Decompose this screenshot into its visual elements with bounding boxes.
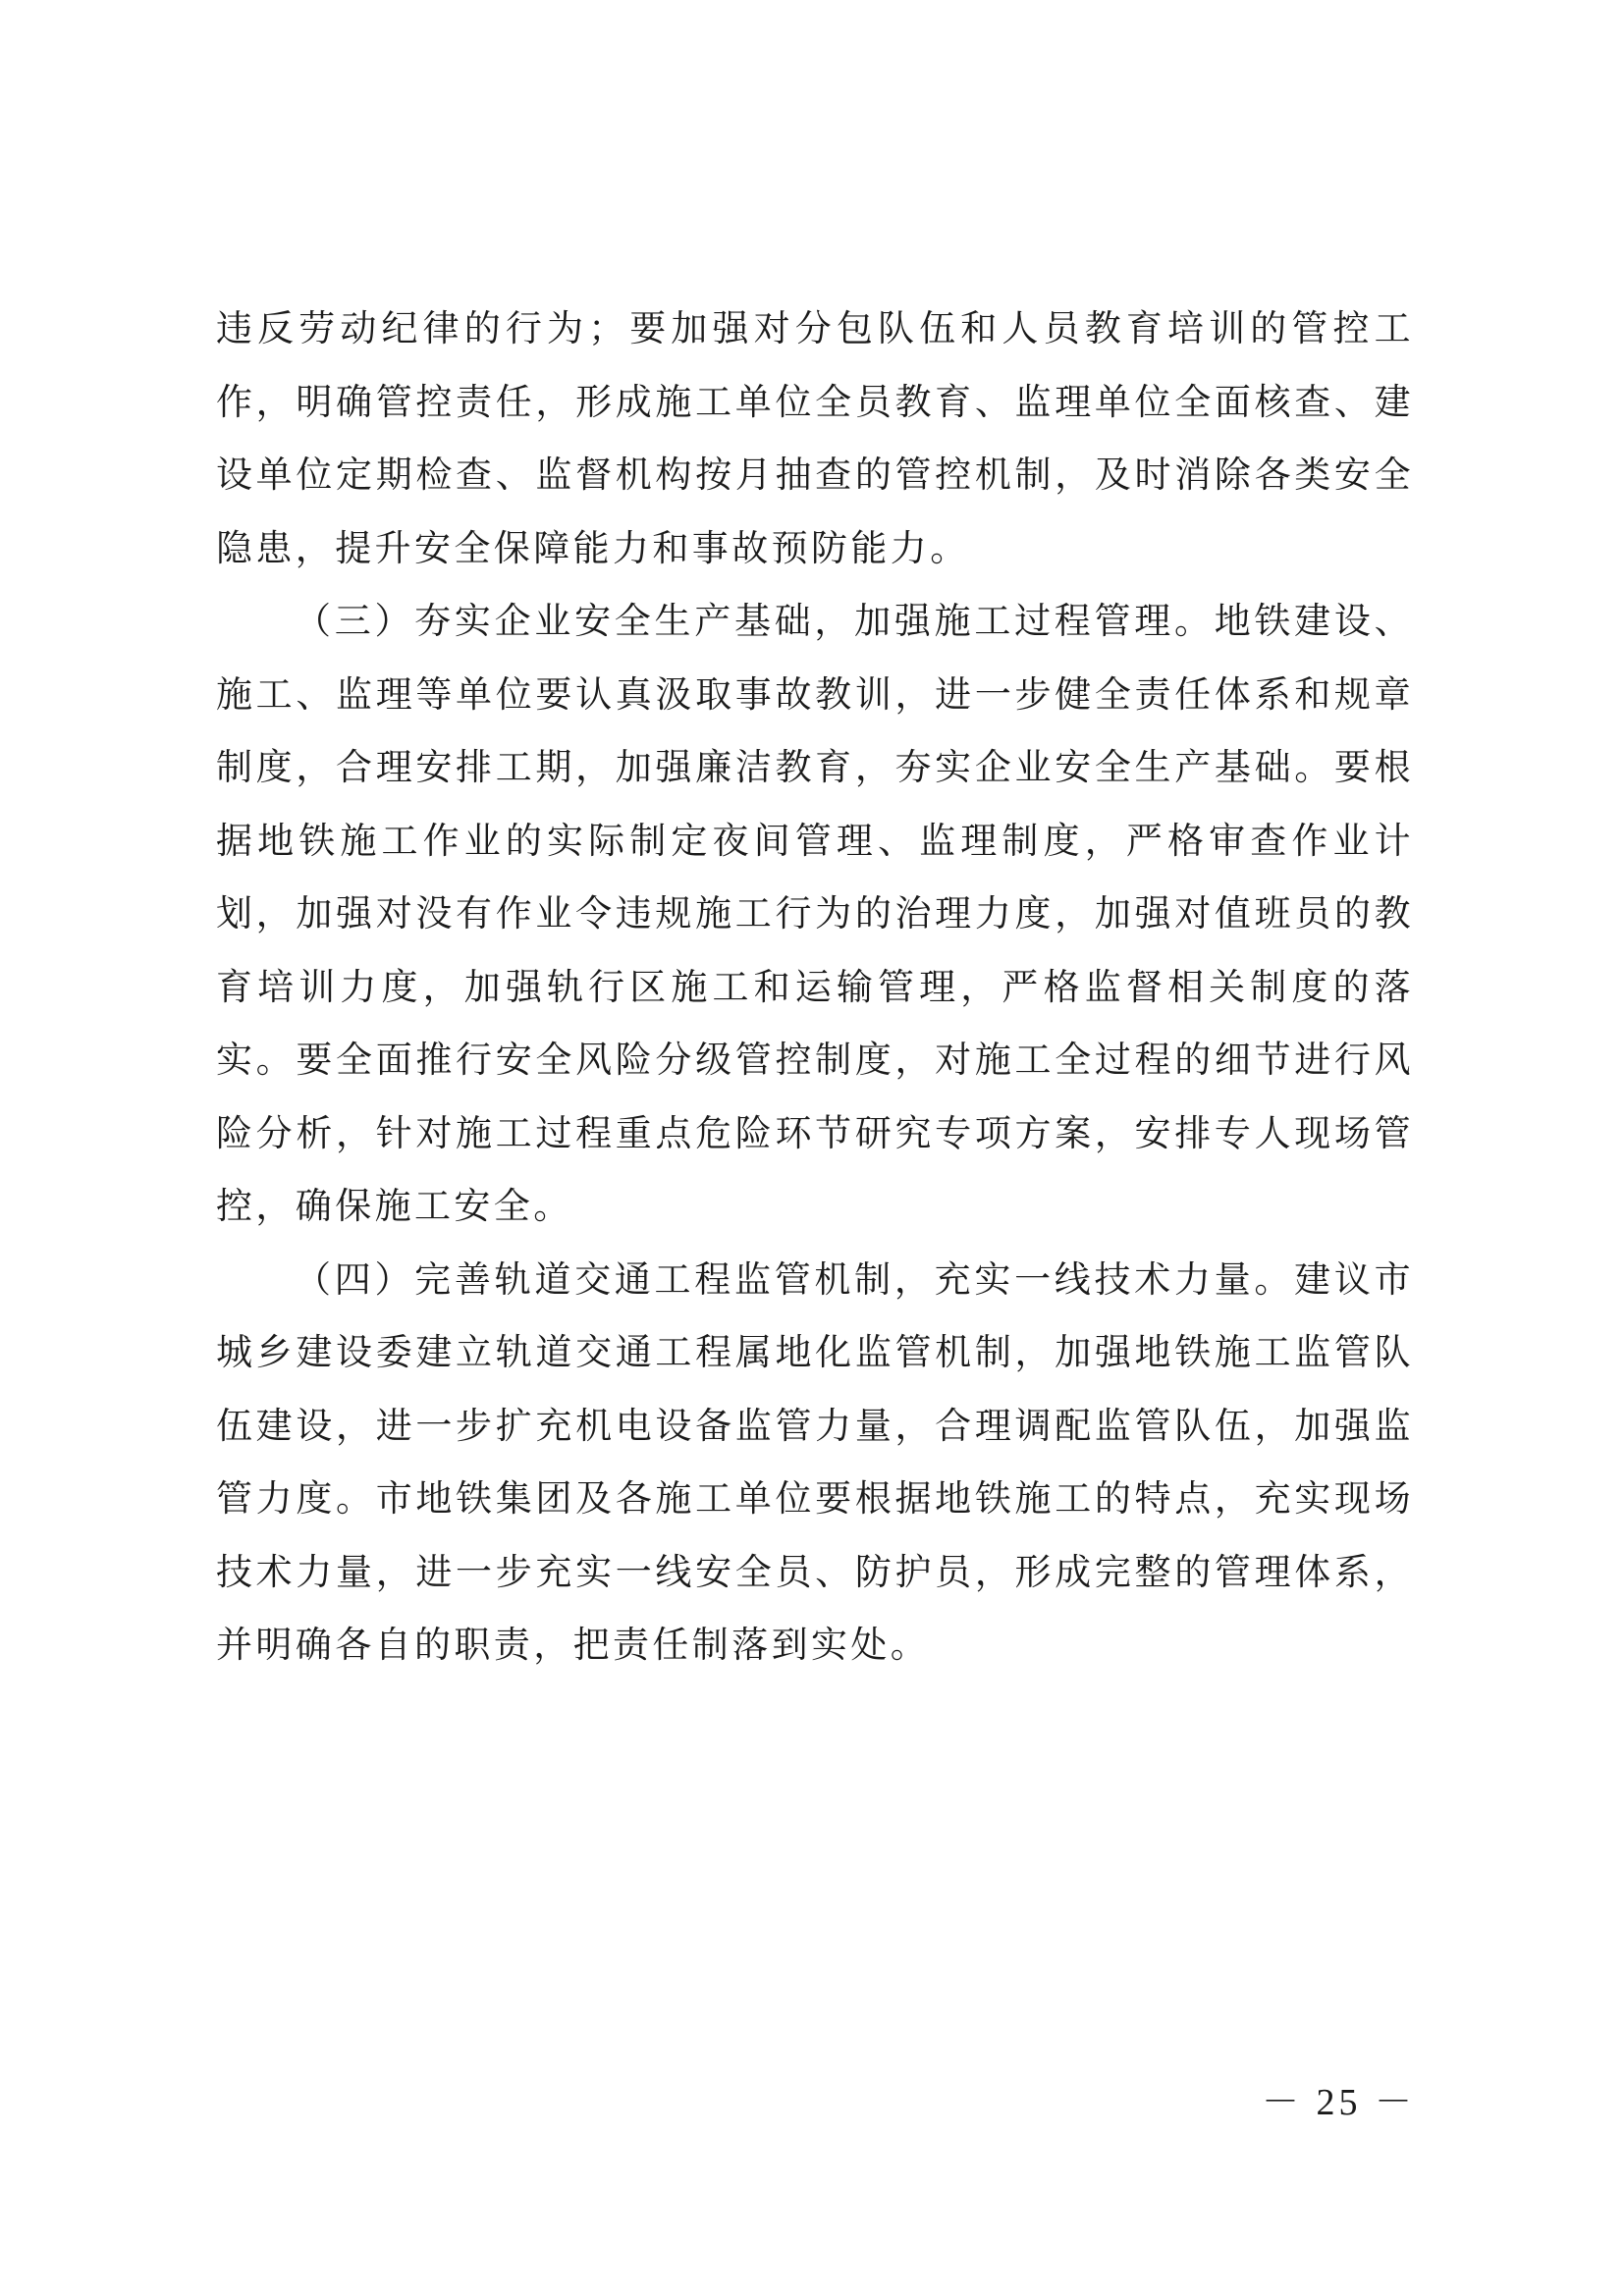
section-heading: （四）完善轨道交通工程监管机制，充实一线技术力量。 bbox=[295, 1257, 1295, 1301]
paragraph-text: 地铁建设、施工、监理等单位要认真汲取事故教训，进一步健全责任体系和规章制度，合理安排工期，加强廉洁教育，夯实企业安全生产基础。要根据地铁施工作业的实际制定夜间管理、监理制度，严格审查作业计划，加强对没有作业令违规施工行为的治理力度，加强对值班员的教育培训力度，加强轨行区施工和运输管理，严格监督相关制度的落实。要全面推行安全风险分级管控制度，对施工全过程的细节进行风险分析，针对施工过程重点危险环节研究专项方案，安排专人现场管控，确保施工安全。 bbox=[216, 600, 1415, 1227]
paragraph-section-three bbox=[216, 585, 1414, 1244]
paragraph-text: 违反劳动纪律的行为；要加强对分包队伍和人员教育培训的管控工作，明确管控责任，形成施工单位全员教育、监理单位全面核查、建设单位定期检查、监督机构按月抽查的管控机制，及时消除各类安全隐患，提升安全保障能力和事故预防能力。 bbox=[216, 307, 1414, 569]
page-number: － 25 － bbox=[1261, 2082, 1416, 2123]
paragraph-continuation bbox=[216, 293, 1414, 585]
paragraph-section-four bbox=[216, 1244, 1414, 1682]
paragraph-text: 建议市城乡建设委建立轨道交通工程属地化监管机制，加强地铁施工监管队伍建设，进一步扩充机电设备监管力量，合理调配监管队伍，加强监管力度。市地铁集团及各施工单位要根据地铁施工的特点，充实现场技术力量，进一步充实一线安全员、防护员，形成完整的管理体系，并明确各自的职责，把责任制落到实处。 bbox=[216, 1257, 1415, 1666]
section-heading: （三）夯实企业安全生产基础，加强施工过程管理。 bbox=[295, 600, 1215, 642]
document-body bbox=[216, 293, 1414, 1682]
